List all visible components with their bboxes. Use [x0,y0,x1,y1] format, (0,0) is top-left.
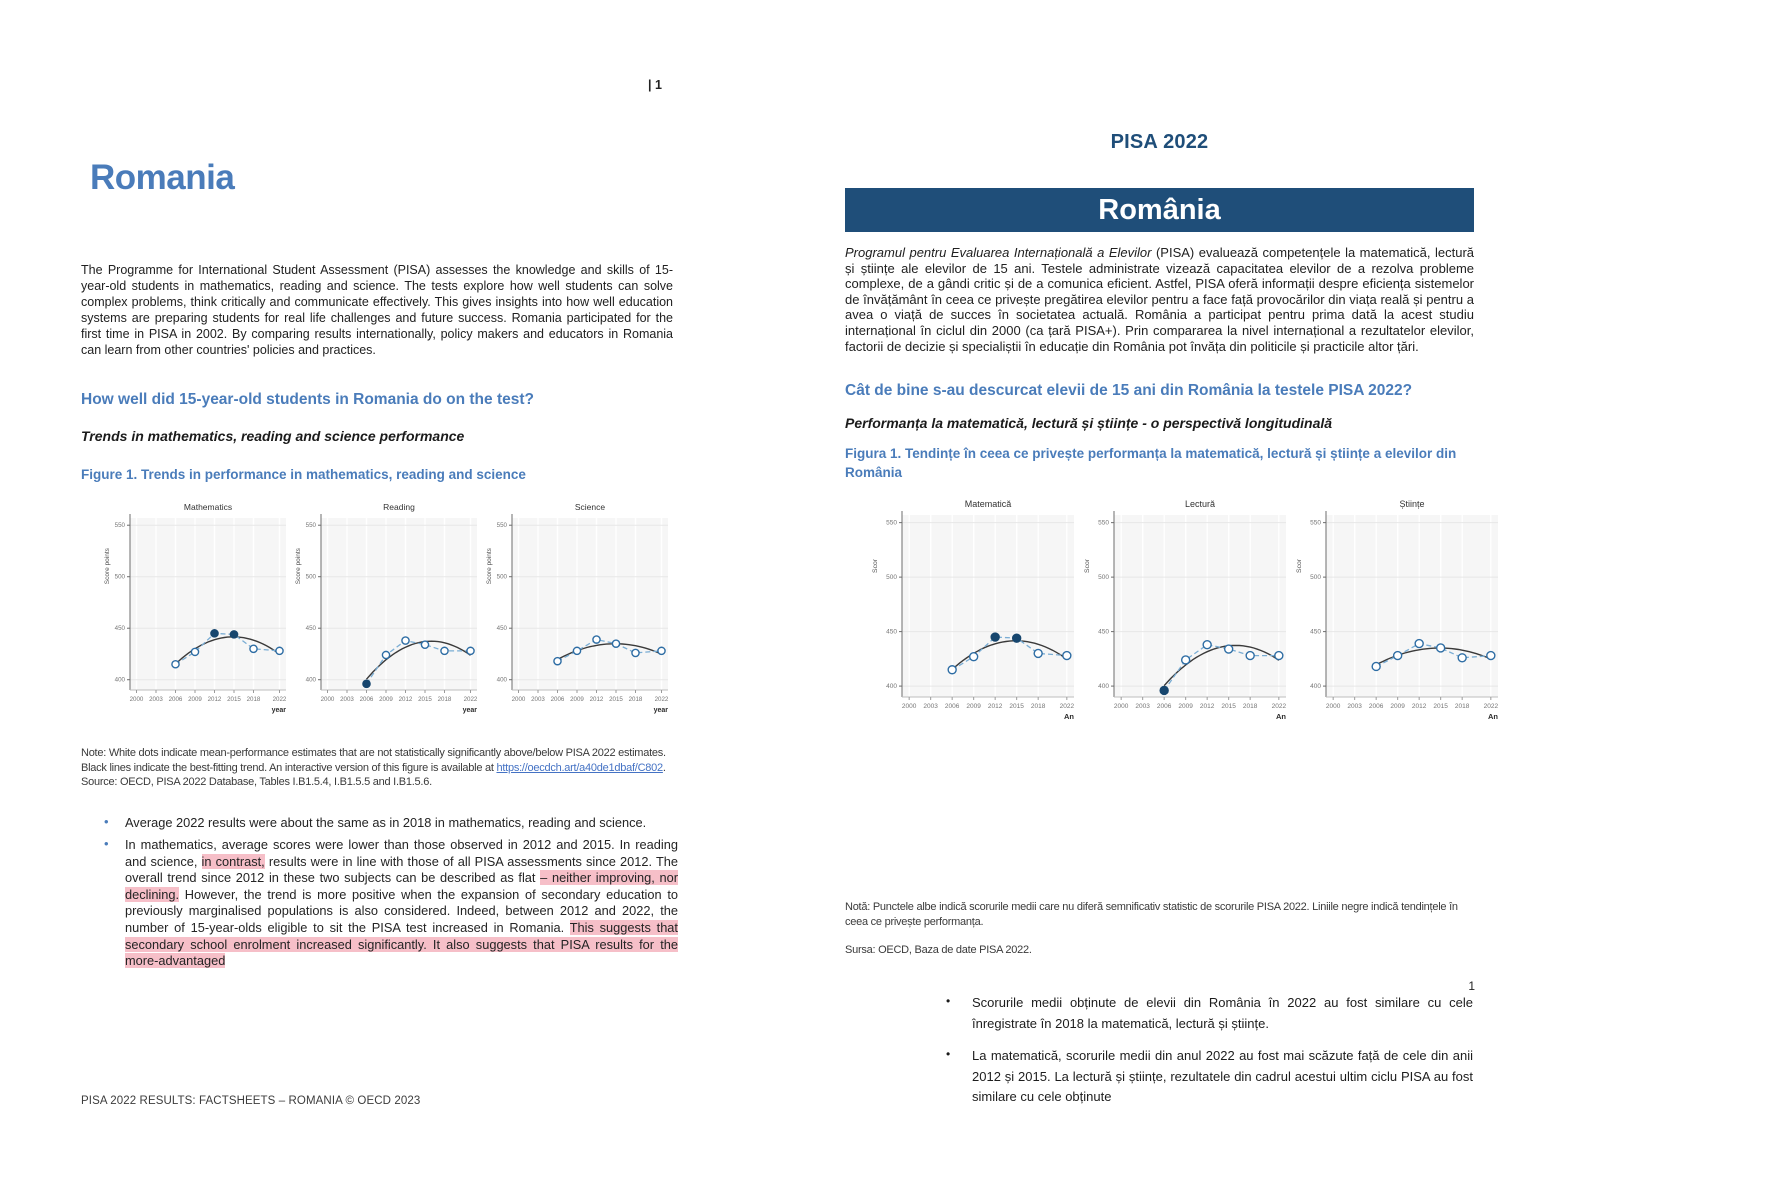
svg-text:2006: 2006 [168,696,183,703]
subsection-heading-ro: Performanța la matematică, lectură și științe - o perspectivă longitudinală [845,415,1333,431]
svg-text:Matematică: Matematică [964,499,1012,509]
bullet-item-ro-2: La matematică, scorurile medii din anul 2022 au fost mai scăzute față de cele din anii 2012 și 2015. La lectură și științe, rezultatele din cadrul acestui ultim ciclu PISA au fost similare cu cele obținute [972,1048,1473,1104]
svg-text:2012: 2012 [398,696,413,703]
intro-italic-lead: Programul pentru Evaluarea Internațională a Elevilor [845,245,1152,260]
svg-text:450: 450 [305,625,316,633]
intro-paragraph: The Programme for International Student Assessment (PISA) assesses the knowledge and skills of 15-year-old students in mathematics, reading and science. The tests explore how well students can solve complex problems, think critically and communicate effectively. This gives insights into how well education systems are preparing students for real life challenges and future success. Romania participated for the first time in PISA in 2002. By comparing results internationally, policy makers and educators in Romania can learn from other countries' policies and practices. [81,263,673,357]
figure-title: Figure 1. Trends in performance in mathematics, reading and science [81,467,526,482]
svg-text:400: 400 [305,676,316,684]
svg-text:Score points: Score points [486,548,493,585]
section-heading-ro: Cât de bine s-au descurcat elevii de 15 ani din România la testele PISA 2022? [845,382,1413,399]
svg-text:500: 500 [886,574,897,582]
svg-text:year: year [653,707,668,714]
svg-text:Scor: Scor [1084,558,1091,573]
bullet-icon: • [946,994,951,1008]
figure-note-ro: Notă: Punctele albe indică scorurile medii care nu diferă semnificativ statistic de scorurile PISA 2022. Liniile negre indică tendințele în ceea ce privește performanța. [845,901,1458,928]
svg-text:2022: 2022 [272,696,287,703]
bullet-icon: • [104,836,109,851]
svg-text:2015: 2015 [418,696,432,703]
svg-text:Reading: Reading [383,502,415,512]
svg-text:Mathematics: Mathematics [183,502,233,512]
svg-text:2000: 2000 [129,696,144,703]
svg-text:2009: 2009 [1390,703,1405,710]
chart-matematica [868,497,1080,747]
figure-note [81,746,677,775]
svg-text:500: 500 [1098,574,1109,582]
figure-source-ro: Sursa: OECD, Baza de date PISA 2022. [845,944,1032,956]
svg-text:2018: 2018 [628,696,643,703]
intro-paragraph-ro [845,245,1474,354]
pisa-2022-kicker: PISA 2022 [1110,131,1209,153]
svg-text:450: 450 [1310,628,1321,636]
svg-text:Scor: Scor [872,558,879,573]
svg-text:400: 400 [114,676,125,684]
svg-text:2000: 2000 [511,696,526,703]
svg-text:2012: 2012 [1199,703,1215,710]
svg-text:2022: 2022 [654,696,669,703]
svg-text:Score points: Score points [295,548,302,585]
svg-text:2022: 2022 [463,696,478,703]
svg-text:400: 400 [496,676,507,684]
svg-text:2015: 2015 [609,696,623,703]
svg-text:2015: 2015 [1433,703,1448,710]
header-page-marker: | 1 [648,78,662,92]
svg-text:An: An [1276,712,1286,721]
svg-text:2015: 2015 [1221,703,1236,710]
svg-text:2012: 2012 [1411,703,1427,710]
svg-text:550: 550 [1310,519,1321,527]
banner-title: România [1098,193,1221,226]
svg-text:An: An [1488,712,1498,721]
svg-text:2006: 2006 [1368,703,1384,710]
figure1-charts [100,500,673,733]
svg-text:550: 550 [1098,519,1109,527]
svg-text:2003: 2003 [923,703,938,710]
svg-text:2000: 2000 [1113,703,1129,710]
svg-text:2018: 2018 [1454,703,1470,710]
svg-text:2022: 2022 [1483,703,1499,710]
svg-text:400: 400 [1310,683,1321,691]
svg-text:Score points: Score points [104,548,111,585]
svg-text:2015: 2015 [1009,703,1024,710]
svg-text:Science: Science [574,502,606,512]
svg-text:2012: 2012 [589,696,604,703]
svg-text:2012: 2012 [207,696,222,703]
svg-text:450: 450 [114,625,125,633]
svg-text:400: 400 [1098,683,1109,691]
svg-text:2018: 2018 [1242,703,1258,710]
svg-text:450: 450 [1098,628,1109,636]
bullet-item-ro-1: Scorurile medii obținute de elevii din România în 2022 au fost similare cu cele înregistrate în 2018 la matematică, lectură și științe. [972,995,1473,1031]
svg-text:2000: 2000 [1325,703,1341,710]
svg-text:2018: 2018 [246,696,261,703]
svg-text:550: 550 [114,522,125,530]
svg-text:2003: 2003 [149,696,163,703]
svg-text:2006: 2006 [359,696,374,703]
svg-text:2006: 2006 [944,703,960,710]
svg-text:450: 450 [496,625,507,633]
svg-text:2018: 2018 [437,696,452,703]
svg-text:2009: 2009 [188,696,202,703]
svg-text:550: 550 [496,522,507,530]
svg-text:500: 500 [1310,574,1321,582]
svg-text:500: 500 [496,573,507,581]
bullet-icon: • [104,814,109,829]
figure-title-ro: Figura 1. Tendințe în ceea ce privește performanța la matematică, lectură și științe a elevilor din România [845,446,1457,480]
chart-lectura [1080,497,1292,747]
svg-text:2018: 2018 [1030,703,1046,710]
svg-text:year: year [462,707,477,714]
svg-text:2009: 2009 [1178,703,1193,710]
svg-text:2000: 2000 [901,703,917,710]
svg-text:2012: 2012 [987,703,1003,710]
bullet-item-1: Average 2022 results were about the same as in 2018 in mathematics, reading and science. [125,815,647,830]
svg-text:550: 550 [886,519,897,527]
intro-rest: (PISA) evaluează competențele la matematică, lectură și științe ale elevilor de 15 ani. Testele administrate vizează capacitatea elevilor de a rezolva probleme complexe, de a gândi critic și de a comunica eficient. Astfel, PISA oferă informații despre eficiența sistemelor de învățământ în ceea ce privește pregătirea elevilor pentru a face față provocărilor din viața reală și pentru a avea o viață de succes în societatea actuală. România a participat pentru prima dată la acest studiu internațional în ciclul din 2000 (ca țară PISA+). Prin compararea la nivel internațional a rezultatelor elevilor, factorii de decizie și specialiștii în educație din România pot învăța din politicile și practicile altor țări. [845,245,1474,354]
svg-text:2009: 2009 [379,696,393,703]
svg-text:500: 500 [114,573,125,581]
svg-text:2003: 2003 [1135,703,1150,710]
svg-text:2022: 2022 [1271,703,1287,710]
svg-text:500: 500 [305,573,316,581]
svg-text:2009: 2009 [570,696,584,703]
chart-mathematics [100,500,291,733]
svg-text:2009: 2009 [966,703,981,710]
svg-text:Științe: Științe [1399,499,1425,509]
svg-text:550: 550 [305,522,316,530]
page-title: Romania [90,158,235,197]
svg-text:2006: 2006 [550,696,565,703]
subsection-heading: Trends in mathematics, reading and science performance [81,428,465,444]
page-footer: PISA 2022 RESULTS: FACTSHEETS – ROMANIA © OECD 2023 [81,1095,421,1107]
figure-note-period: . [662,761,666,774]
chart-science [482,500,673,733]
svg-text:400: 400 [886,683,897,691]
svg-text:year: year [271,707,286,714]
country-banner [845,188,1474,232]
bullet-item-2: In mathematics, average scores were lower than those observed in 2012 and 2015. In reading and science, in contrast, results were in line with those of all PISA assessments since 2012. The overall trend since 2012 in these two subjects can be described as flat – neither improving, nor declining. However, the trend is more positive when the expansion of secondary education to previously marginalised populations is also considered. Indeed, between 2012 and 2022, the number of 15-year-olds eligible to sit the PISA test increased in Romania. This suggests that secondary school enrolment increased significantly. It also suggests that PISA results for the more-advantaged [125,837,678,969]
svg-text:2000: 2000 [320,696,335,703]
svg-text:An: An [1064,712,1074,721]
svg-text:2003: 2003 [1347,703,1362,710]
section-heading: How well did 15-year-old students in Romania do on the test? [81,391,534,408]
svg-text:2006: 2006 [1156,703,1172,710]
figure-source: Source: OECD, PISA 2022 Database, Tables I.B1.5.4, I.B1.5.5 and I.B1.5.6. [81,776,432,788]
figure1-charts-ro [868,497,1504,747]
chart-reading [291,500,482,733]
chart-stiinte [1292,497,1504,747]
bullet-icon: • [946,1047,951,1061]
svg-text:Scor: Scor [1296,558,1303,573]
svg-text:2003: 2003 [340,696,354,703]
figure-note-text: Note: White dots indicate mean-performance estimates that are not statistically significantly above/below PISA 2022 estimates. Black lines indicate the best-fitting trend. An interactive version of this figure is available at [81,747,666,774]
svg-text:2015: 2015 [227,696,241,703]
svg-text:2022: 2022 [1059,703,1075,710]
svg-text:Lectură: Lectură [1184,499,1216,509]
page-number: 1 [1468,979,1475,993]
svg-text:450: 450 [886,628,897,636]
figure-interactive-link[interactable]: https://oecdch.art/a40de1dbaf/C802 [496,761,663,774]
svg-text:2003: 2003 [531,696,545,703]
